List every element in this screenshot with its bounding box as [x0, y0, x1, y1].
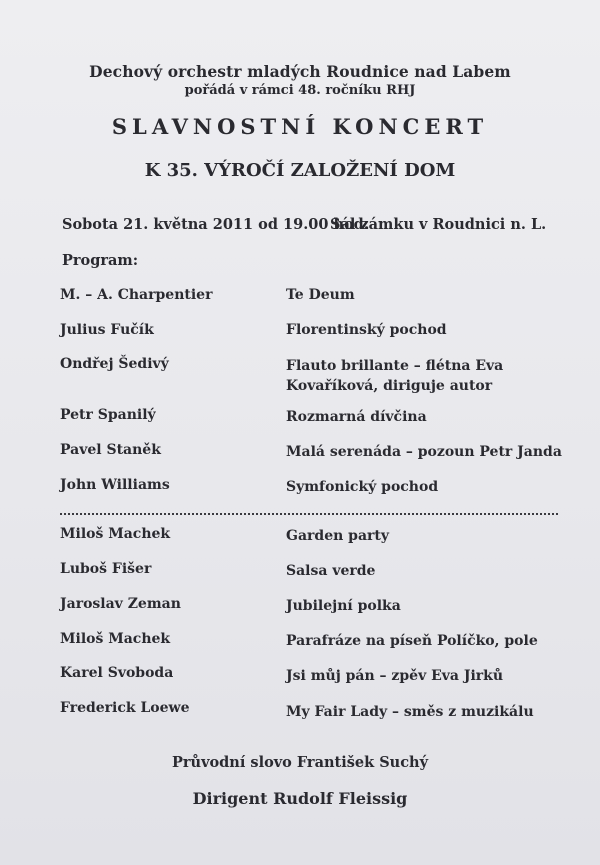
- program-composer: Miloš Machek: [60, 631, 171, 647]
- program-piece: My Fair Lady – směs z muzikálu: [286, 704, 534, 720]
- event-date-time: Sobota 21. května 2011 od 19.00 hod.: [62, 216, 369, 233]
- program-piece: Symfonický pochod: [286, 479, 439, 495]
- program-piece: Garden party: [286, 528, 389, 544]
- program-composer: Luboš Fišer: [60, 561, 152, 577]
- event-venue: Sál zámku v Roudnici n. L.: [330, 216, 547, 233]
- program-label: Program:: [62, 252, 139, 269]
- conductor: Dirigent Rudolf Fleissig: [192, 789, 408, 808]
- program-piece: Flauto brillante – flétna Eva Kovaříková, diriguje autor: [286, 358, 504, 394]
- program-composer: Jaroslav Zeman: [60, 596, 181, 612]
- program-composer: Frederick Loewe: [60, 700, 190, 716]
- program-piece: Malá serenáda – pozoun Petr Janda: [286, 444, 562, 460]
- program-composer: M. – A. Charpentier: [60, 287, 213, 303]
- program-composer: Ondřej Šedivý: [60, 356, 169, 372]
- program-piece: Parafráze na píseň Políčko, pole: [286, 633, 538, 649]
- program-composer: John Williams: [60, 477, 170, 493]
- accompanying-words: Průvodní slovo František Suchý: [171, 754, 429, 771]
- program-piece: Jubilejní polka: [286, 598, 401, 614]
- program-piece: Jsi můj pán – zpěv Eva Jirků: [286, 668, 504, 684]
- program-composer: Karel Svoboda: [60, 665, 174, 681]
- concert-title: SLAVNOSTNÍ KONCERT: [111, 114, 489, 139]
- program-composer: Pavel Staněk: [60, 442, 161, 458]
- intermission-divider: [60, 513, 558, 515]
- program-composer: Miloš Machek: [60, 526, 171, 542]
- program-piece: Florentinský pochod: [286, 322, 447, 338]
- program-composer: Petr Spanilý: [60, 407, 156, 423]
- program-piece: Rozmarná dívčina: [286, 409, 427, 425]
- concert-subtitle: K 35. VÝROČÍ ZALOŽENÍ DOM: [144, 160, 456, 181]
- program-piece: Salsa verde: [286, 563, 376, 579]
- organizer-heading: Dechový orchestr mladých Roudnice nad Labem: [89, 62, 511, 81]
- program-piece: Te Deum: [286, 287, 355, 303]
- organizer-subline: pořádá v rámci 48. ročníku RHJ: [184, 83, 416, 98]
- program-composer: Julius Fučík: [60, 322, 154, 338]
